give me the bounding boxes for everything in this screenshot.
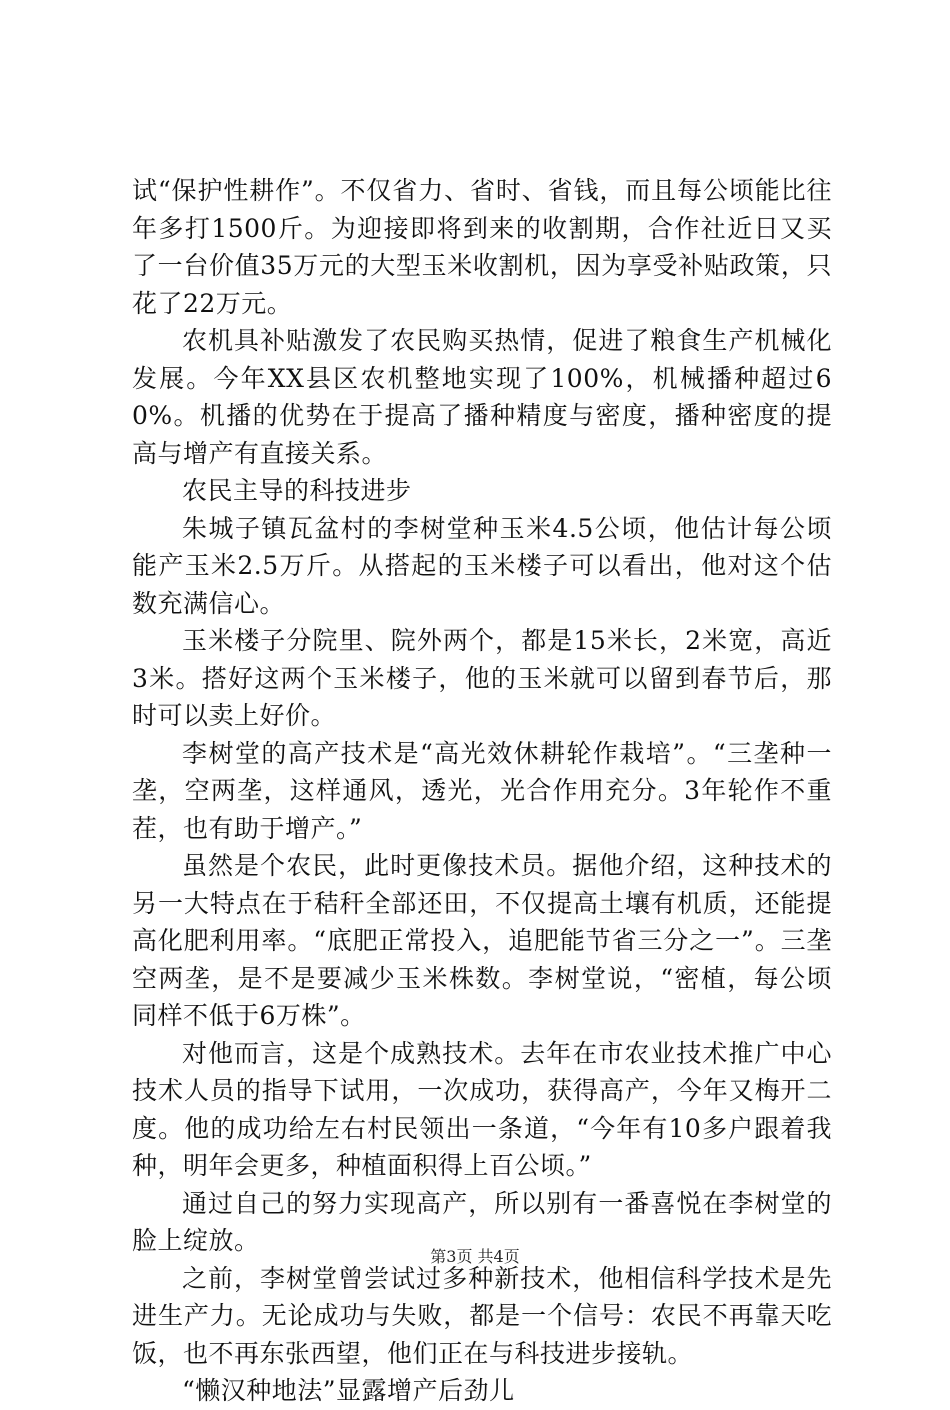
paragraph: 之前，李树堂曾尝试过多种新技术，他相信科学技术是先进生产力。无论成功与失败，都是一个信号：农民不再靠天吃饭，也不再东张西望，他们正在与科技进步接轨。 [132, 1263, 832, 1368]
paragraph: 农机具补贴激发了农民购买热情，促进了粮食生产机械化发展。今年XX县区农机整地实现了100%，机械播种超过60%。机播的优势在于提高了播种精度与密度，播种密度的提高与增产有直接关系。 [132, 326, 832, 468]
paragraph: 朱城子镇瓦盆村的李树堂种玉米4.5公顷，他估计每公顷能产玉米2.5万斤。从搭起的玉米楼子可以看出，他对这个估数充满信心。 [132, 513, 832, 618]
paragraph: 玉米楼子分院里、院外两个，都是15米长，2米宽，高近3米。搭好这两个玉米楼子，他的玉米就可以留到春节后，那时可以卖上好价。 [132, 626, 832, 730]
section-heading: “懒汉种地法”显露增产后劲儿 [182, 1376, 515, 1405]
paragraph: 通过自己的努力实现高产，所以别有一番喜悦在李树堂的脸上绽放。 [132, 1188, 832, 1255]
paragraph: 对他而言，这是个成熟技术。去年在市农业技术推广中心技术人员的指导下试用，一次成功，获得高产，今年又梅开二度。他的成功给左右村民领出一条道，“今年有10多户跟着我种，明年会更多，种植面积得上百公顷。” [132, 1038, 832, 1180]
section-heading: 农民主导的科技进步 [182, 476, 412, 505]
page-number: 第3页 共4页 [430, 1247, 520, 1266]
article-body [132, 172, 832, 1410]
paragraph: 试“保护性耕作”。不仅省力、省时、省钱，而且每公顷能比往年多打1500斤。为迎接即将到来的收割期，合作社近日又买了一台价值35万元的大型玉米收割机，因为享受补贴政策，只花了22万元。 [132, 176, 832, 318]
paragraph: 虽然是个农民，此时更像技术员。据他介绍，这种技术的另一大特点在于秸秆全部还田，不仅提高土壤有机质，还能提高化肥利用率。“底肥正常投入，追肥能节省三分之一”。三垄空两垄，是不是要减少玉米株数。李树堂说，“密植，每公顷同样不低于6万株”。 [132, 851, 832, 1030]
paragraph: 李树堂的高产技术是“高光效休耕轮作栽培”。“三垄种一垄，空两垄，这样通风，透光，光合作用充分。3年轮作不重茬，也有助于增产。” [132, 738, 832, 843]
page-footer [0, 1247, 950, 1267]
